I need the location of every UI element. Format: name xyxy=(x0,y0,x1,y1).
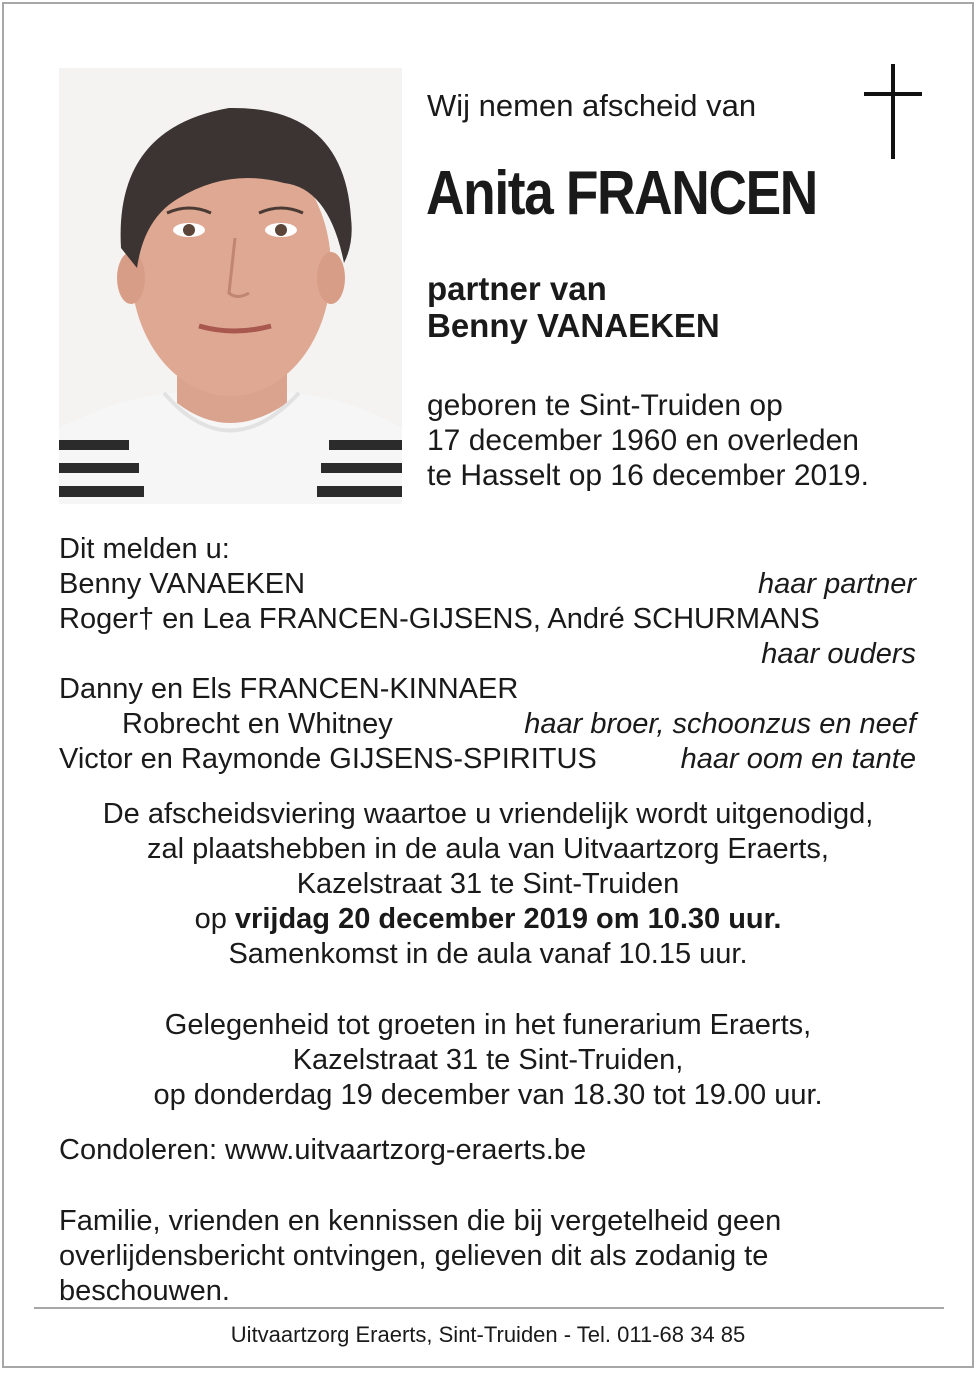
partner-block xyxy=(427,270,720,344)
intro-text: Wij nemen afscheid van xyxy=(427,88,757,123)
partner-label: partner van xyxy=(427,270,607,307)
partner-name: Benny VANAEKEN xyxy=(427,307,720,344)
portrait-photo xyxy=(59,68,402,504)
notice-line-3: beschouwen. xyxy=(59,1275,230,1307)
birth-line-1: geboren te Sint-Truiden op xyxy=(427,389,783,422)
notice-line-1: Familie, vrienden en kennissen die bij vergetelheid geen xyxy=(59,1205,782,1237)
footer-divider xyxy=(34,1307,944,1309)
family-row xyxy=(122,707,916,742)
family-member-role: haar broer, schoonzus en neef xyxy=(524,708,916,740)
birth-line-2: 17 december 1960 en overleden xyxy=(427,424,859,457)
footer-text: Uitvaartzorg Eraerts, Sint-Truiden - Tel. 011-68 34 85 xyxy=(230,1322,746,1347)
birth-line-3: te Hasselt op 16 december 2019. xyxy=(427,459,869,492)
family-row xyxy=(59,567,916,602)
ceremony-date-time: vrijdag 20 december 2019 om 10.30 uur. xyxy=(234,903,782,935)
cross-icon xyxy=(864,64,922,159)
ceremony-prefix: op xyxy=(194,903,227,935)
greeting-line-1: Gelegenheid tot groeten in het funerarium Eraerts, xyxy=(164,1009,812,1041)
greeting-line-2: Kazelstraat 31 te Sint-Truiden, xyxy=(292,1044,684,1076)
family-row xyxy=(59,672,916,707)
greeting-block xyxy=(0,1008,976,1113)
family-member-role: haar ouders xyxy=(761,638,916,670)
family-member-role: haar partner xyxy=(758,568,916,600)
family-intro: Dit melden u: xyxy=(59,533,230,565)
notice-line-2: overlijdensbericht ontvingen, gelieven dit als zodanig te xyxy=(59,1240,769,1272)
notice-block xyxy=(59,1204,781,1309)
family-member-name: Danny en Els FRANCEN-KINNAER xyxy=(59,673,519,705)
ceremony-line-1: De afscheidsviering waartoe u vriendelijk wordt uitgenodigd, xyxy=(102,798,874,830)
family-member-role: haar oom en tante xyxy=(680,743,916,775)
greeting-line-3: op donderdag 19 december van 18.30 tot 19.00 uur. xyxy=(153,1079,823,1111)
ceremony-line-3: Kazelstraat 31 te Sint-Truiden xyxy=(296,868,680,900)
family-row xyxy=(59,602,916,637)
family-member-name: Robrecht en Whitney xyxy=(122,708,393,740)
family-member-name: Victor en Raymonde GIJSENS-SPIRITUS xyxy=(59,743,597,775)
condolence-text: Condoleren: www.uitvaartzorg-eraerts.be xyxy=(59,1134,587,1166)
family-member-name: Roger† en Lea FRANCEN-GIJSENS, André SCHURMANS xyxy=(59,603,820,635)
ceremony-block xyxy=(0,797,976,972)
ceremony-line-5: Samenkomst in de aula vanaf 10.15 uur. xyxy=(228,938,748,970)
birth-death-details xyxy=(427,388,869,493)
family-row xyxy=(59,742,916,777)
ceremony-line-4 xyxy=(0,902,976,937)
ceremony-line-2: zal plaatshebben in de aula van Uitvaartzorg Eraerts, xyxy=(147,833,829,865)
portrait-illustration xyxy=(59,68,402,504)
deceased-name: Anita FRANCEN xyxy=(426,159,817,228)
family-member-name: Benny VANAEKEN xyxy=(59,568,306,600)
